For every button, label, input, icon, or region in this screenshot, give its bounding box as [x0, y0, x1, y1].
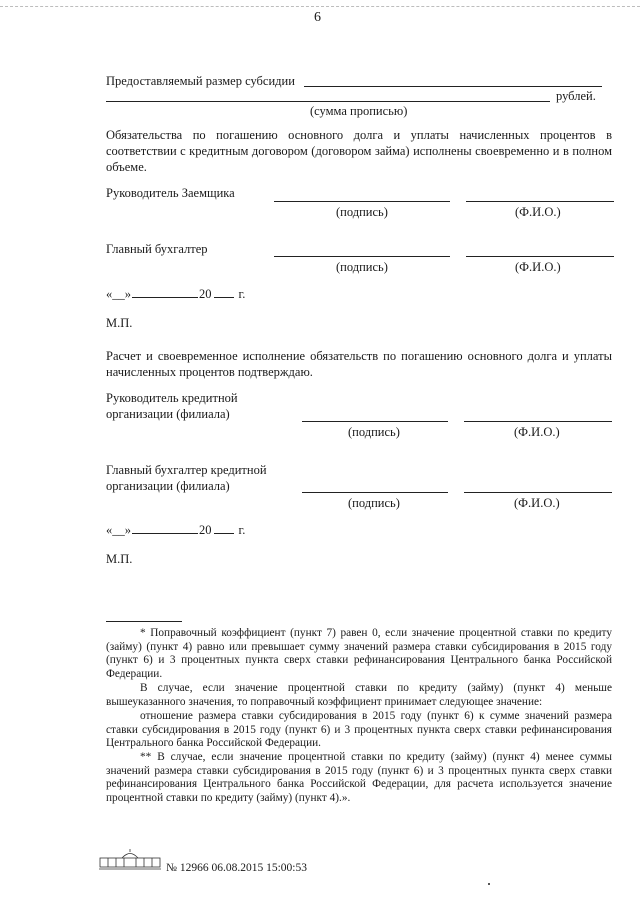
- borrower-accountant-label: Главный бухгалтер: [106, 242, 208, 256]
- bank-head-name-caption: (Ф.И.О.): [514, 425, 560, 439]
- date-1-year: 20: [199, 287, 212, 301]
- scan-edge: [0, 6, 640, 7]
- subsidy-label: Предоставляемый размер субсидии: [106, 74, 295, 88]
- borrower-accountant-name-line: [466, 256, 614, 257]
- subsidy-amount-line: [304, 86, 602, 87]
- date-1-open: «__»: [106, 287, 131, 301]
- borrower-head-sign-caption: (подпись): [336, 205, 388, 219]
- footnote-4: ** В случае, если значение процентной ставки по кредиту (займу) (пункт 4) менее суммы значений размера ставки субсидирования в 2015 году (пункт 6) и 3 процентных пункта сверх ставки рефинансирования Центрального банка Российской Федерации, для расчета используется значение процентной ставки по кредиту (займу) (пункт 4).».: [106, 751, 612, 804]
- bank-accountant-label-line1: Главный бухгалтер кредитной: [106, 463, 267, 477]
- obligations-text: Обязательства по погашению основного долга и уплаты начисленных процентов в соответствии с кредитным договором (договором займа) исполнены своевременно и в полном объеме.: [106, 128, 612, 174]
- footnote-separator: [106, 621, 182, 622]
- date-line-2: [106, 522, 245, 538]
- borrower-accountant-name-caption: (Ф.И.О.): [515, 260, 561, 274]
- page-number: 6: [314, 10, 321, 25]
- footnote-2: В случае, если значение процентной ставки по кредиту (займу) (пункт 4) меньше вышеуказанного значения, то поправочный коэффициент принимает следующее значение:: [106, 682, 612, 708]
- date-1-suffix: г.: [238, 287, 246, 301]
- bank-accountant-name-line: [464, 492, 612, 493]
- date-2-suffix: г.: [238, 523, 246, 537]
- bank-accountant-sign-caption: (подпись): [348, 496, 400, 510]
- bank-accountant-name-caption: (Ф.И.О.): [514, 496, 560, 510]
- footnote-3: отношение размера ставки субсидирования в 2015 году (пункт 6) к сумме значений размера ставки субсидирования в 2015 году (пункт 6) и 3 процентных пункта сверх ставки рефинансирования Центрального банка Российской Федерации.: [106, 710, 612, 750]
- bank-head-sign-line: [302, 421, 448, 422]
- registration-mark: № 12966 06.08.2015 15:00:53: [166, 862, 307, 874]
- bank-head-label-line1: Руководитель кредитной: [106, 391, 238, 405]
- stamp-place-2: М.П.: [106, 552, 133, 566]
- bank-accountant-label-line2: организации (филиала): [106, 479, 230, 493]
- confirmation-text: Расчет и своевременное исполнение обязательств по погашению основного долга и уплаты начисленных процентов подтверждаю.: [106, 349, 612, 379]
- borrower-head-sign-line: [274, 201, 450, 202]
- stamp-place-1: М.П.: [106, 316, 133, 330]
- borrower-accountant-sign-line: [274, 256, 450, 257]
- footnote-1: * Поправочный коэффициент (пункт 7) равен 0, если значение процентной ставки по кредиту (займу) (пункт 4) равно или превышает сумму значений размера ставки субсидирования в 2015 году (пункт 6) и 3 процентных пункта сверх ставки рефинансирования Центрального банка Российской Федерации.: [106, 627, 612, 680]
- bank-head-label-line2: организации (филиала): [106, 407, 230, 421]
- bank-head-name-line: [464, 421, 612, 422]
- subsidy-currency: рублей.: [556, 89, 596, 103]
- subsidy-caption: (сумма прописью): [310, 104, 408, 118]
- bank-head-sign-caption: (подпись): [348, 425, 400, 439]
- borrower-head-name-line: [466, 201, 614, 202]
- date-line-1: [106, 286, 245, 302]
- bank-accountant-sign-line: [302, 492, 448, 493]
- subsidy-words-line: [106, 101, 550, 102]
- date-2-year: 20: [199, 523, 212, 537]
- borrower-head-name-caption: (Ф.И.О.): [515, 205, 561, 219]
- borrower-head-label: Руководитель Заемщика: [106, 186, 235, 200]
- government-building-icon: [98, 848, 162, 872]
- scan-speck: [488, 883, 490, 885]
- date-2-open: «__»: [106, 523, 131, 537]
- borrower-accountant-sign-caption: (подпись): [336, 260, 388, 274]
